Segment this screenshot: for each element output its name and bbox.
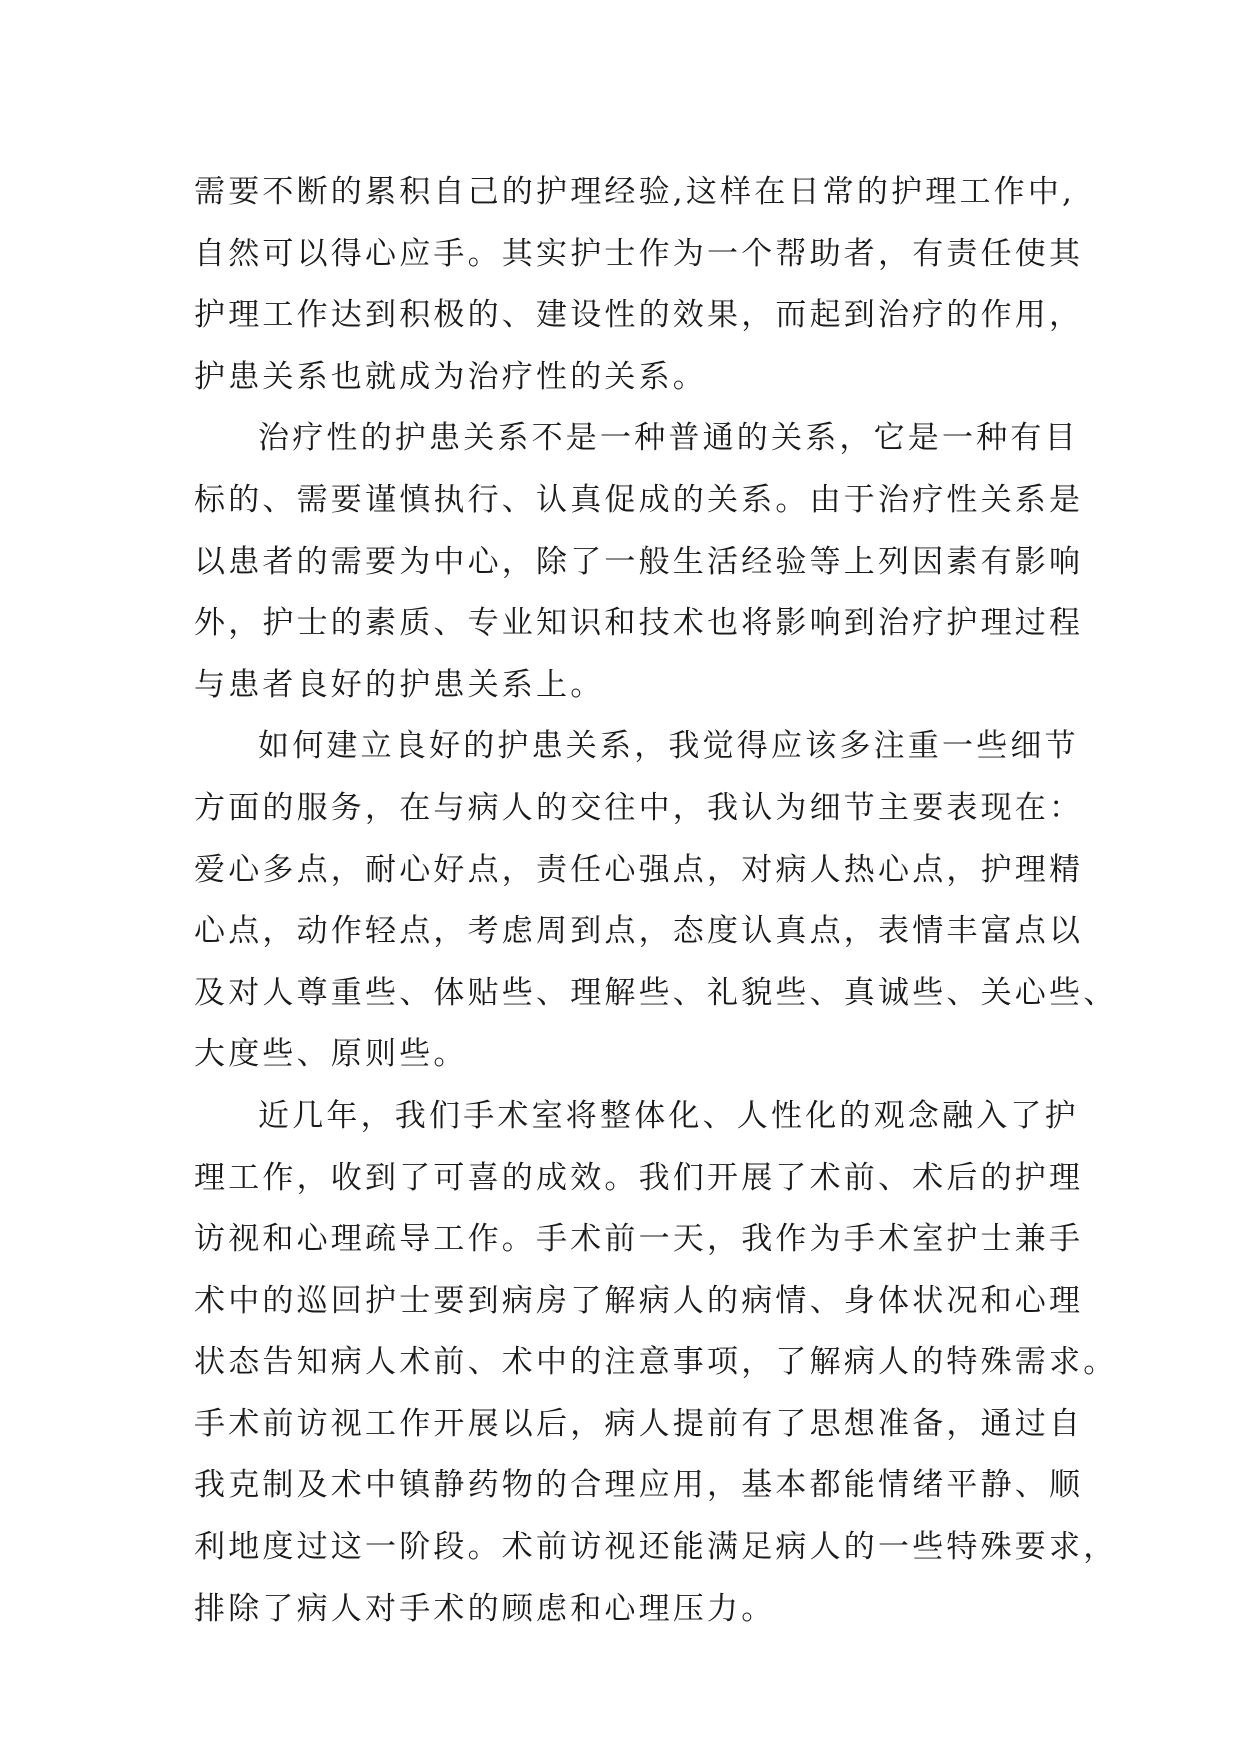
text-line: 及对人尊重些、体贴些、理解些、礼貌些、真诚些、关心些、 xyxy=(194,974,1118,1011)
text-line: 术中的巡回护士要到病房了解病人的病情、身体状况和心理 xyxy=(194,1282,1084,1319)
text-line: 爱心多点，耐心好点，责任心强点，对病人热心点，护理精 xyxy=(194,851,1084,888)
text-line: 访视和心理疏导工作。手术前一天，我作为手术室护士兼手 xyxy=(194,1221,1084,1258)
text-line: 护患关系也就成为治疗性的关系。 xyxy=(194,358,707,395)
body-text xyxy=(194,162,1118,1640)
text-line: 与患者良好的护患关系上。 xyxy=(194,666,605,703)
text-line: 外，护士的素质、专业知识和技术也将影响到治疗护理过程 xyxy=(194,605,1084,642)
text-line: 手术前访视工作开展以后，病人提前有了思想准备，通过自 xyxy=(194,1405,1084,1442)
text-line: 心点，动作轻点，考虑周到点，态度认真点，表情丰富点以 xyxy=(194,913,1084,950)
text-line: 状态告知病人术前、术中的注意事项，了解病人的特殊需求。 xyxy=(194,1344,1118,1381)
text-line: 大度些、原则些。 xyxy=(194,1036,468,1073)
text-line: 需要不断的累积自己的护理经验,这样在日常的护理工作中, xyxy=(194,174,1076,210)
text-line: 理工作，收到了可喜的成效。我们开展了术前、术后的护理 xyxy=(194,1159,1084,1196)
paragraph-first-line: 如何建立良好的护患关系，我觉得应该多注重一些细节 xyxy=(258,728,1079,765)
text-line: 利地度过这一阶段。术前访视还能满足病人的一些特殊要求， xyxy=(194,1529,1118,1566)
paragraph-first-line: 治疗性的护患关系不是一种普通的关系，它是一种有目 xyxy=(258,420,1079,457)
paragraph-first-line: 近几年，我们手术室将整体化、人性化的观念融入了护 xyxy=(258,1097,1079,1134)
text-line: 自然可以得心应手。其实护士作为一个帮助者，有责任使其 xyxy=(194,235,1084,272)
text-line: 方面的服务，在与病人的交往中，我认为细节主要表现在： xyxy=(194,789,1084,826)
text-line: 标的、需要谨慎执行、认真促成的关系。由于治疗性关系是 xyxy=(194,481,1084,518)
text-line: 护理工作达到积极的、建设性的效果，而起到治疗的作用， xyxy=(194,297,1084,334)
text-line: 排除了病人对手术的顾虑和心理压力。 xyxy=(194,1590,776,1627)
text-line: 我克制及术中镇静药物的合理应用，基本都能情绪平静、顺 xyxy=(194,1467,1084,1504)
text-line: 以患者的需要为中心，除了一般生活经验等上列因素有影响 xyxy=(194,543,1084,580)
